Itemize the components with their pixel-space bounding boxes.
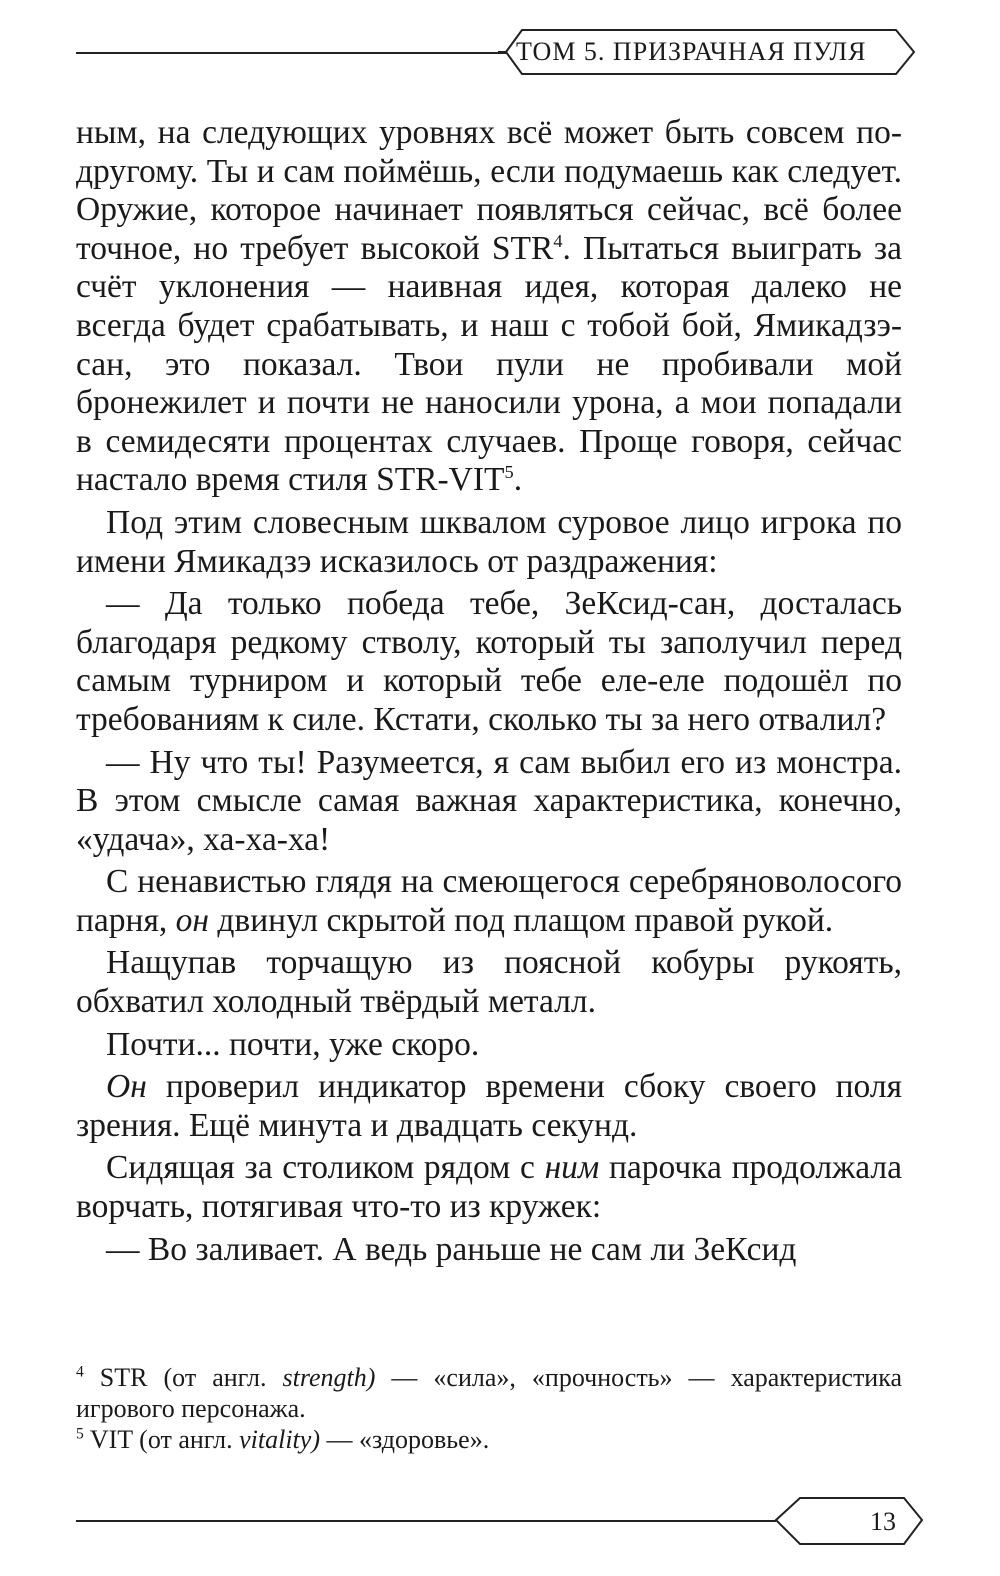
footer-rule <box>76 1520 776 1522</box>
footnote-ref-4: 4 <box>553 230 563 251</box>
paragraph: Под этим словесным шквалом суровое лицо игрока по имени Ямикадзэ исказилось от раздражения: <box>76 503 902 580</box>
paragraph: Нащупав торчащую из поясной кобуры рукоять, обхватил холодный твёрдый металл. <box>76 944 902 1021</box>
footnotes <box>76 1362 902 1455</box>
paragraph: С ненавистью глядя на смеющегося серебряноволосого парня, он двинул скрытой под плащом правой рукой. <box>76 863 902 939</box>
footnote-4: $^4$ STR (от англ. strength) — «сила», «прочность» — характеристика игрового персонажа. <box>76 1363 903 1423</box>
paragraph: — Ну что ты! Разумеется, я сам выбил его из монстра. В этом смысле самая важная характеристика, конечно, «удача», ха-ха-ха! <box>76 743 902 858</box>
paragraph: — Да только победа тебе, ЗеКсид-сан, досталась благодаря редкому стволу, который ты заполучил перед самым турниром и который тебе еле-еле подошёл по требованиям к силе. Кстати, сколько ты за него отвалил? <box>76 585 902 738</box>
paragraph: Почти... почти, уже скоро. <box>106 1025 480 1063</box>
paragraph: Сидящая за столиком рядом с ним парочка продолжала ворчать, потягивая что-то из кружек: <box>76 1149 902 1226</box>
footnote-5: $^5$ VIT (от англ. vitality) — «здоровье». <box>76 1425 490 1454</box>
paragraph: Он проверил индикатор времени сбоку своего поля зрения. Ещё минута и двадцать секунд. <box>76 1068 902 1144</box>
paragraph: — Во заливает. А ведь раньше не сам ли ЗеКсид <box>106 1230 797 1268</box>
body-text <box>76 114 902 1269</box>
header-rule <box>76 52 506 54</box>
footer-arrow-icon <box>766 1494 936 1548</box>
page-number: 13 <box>870 1507 896 1536</box>
running-title: ТОМ 5. ПРИЗРАЧНАЯ ПУЛЯ <box>516 37 867 66</box>
footnote-ref-5: 5 <box>504 462 514 483</box>
paragraph: ным, на следующих уровнях всё может быть совсем по-другому. Ты и сам поймёшь, если подумаешь как следует. Оружие, которое начинает появляться сейчас, всё более точное, но требует высокой STR$^4$. Пытаться выиграть за счёт уклонения — наивная идея, которая далеко не всегда будет срабатывать, и наш с тобой бой, Ямикадзэ-сан, это показал. Твои пули не пробивали мой бронежилет и почти не наносили урона, а мои попадали в семидесяти процентах случаев. Проще говоря, сейчас настало время стиля STR-VIT$^5$. <box>76 114 902 499</box>
